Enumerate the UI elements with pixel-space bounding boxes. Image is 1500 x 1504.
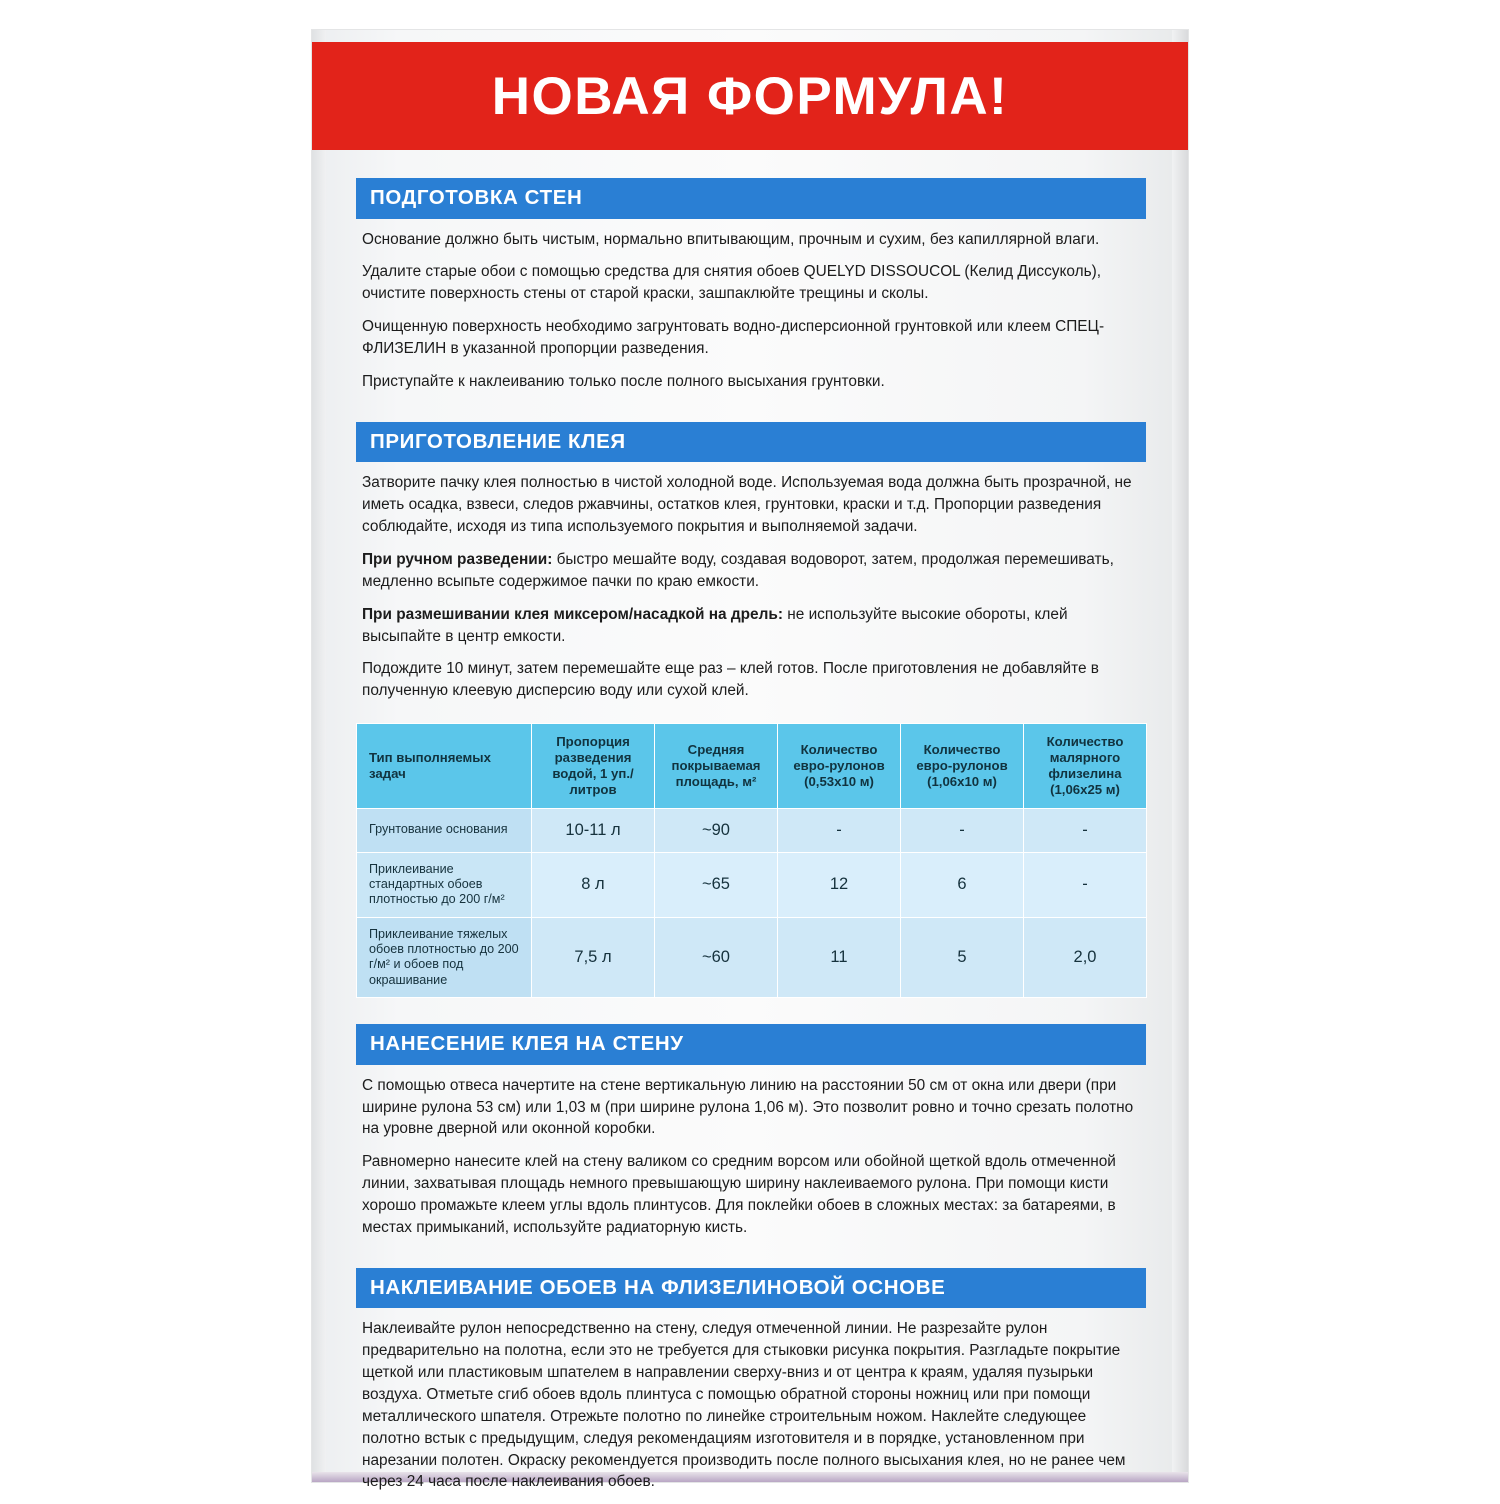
paragraph-application-2: Равномерно нанесите клей на стену валиком со средним ворсом или обойной щеткой вдоль отмеченной линии, захватывая площадь немного превышающую ширину наклеиваемого рулона. При помощи кисти хорошо промажьте клеем углы вдоль плинтусов. Для поклейки обоев в сложных местах: за батареями, в местах примыканий, используйте радиаторную кисть. (362, 1153, 1116, 1236)
paragraph-wall-prep-2: Удалите старые обои с помощью средства для снятия обоев QUELYD DISSOUCOL (Келид Диссуколь), очистите поверхность стены от старой краски, зашпаклюйте трещины и сколы. (362, 263, 1102, 303)
table-cell-dilution: 10-11 л (532, 808, 655, 852)
table-header-row (357, 724, 1147, 808)
table-cell-row-name: Приклеивание стандартных обоев плотностью до 200 г/м² (357, 852, 532, 917)
table-row (357, 808, 1147, 852)
paragraph-application-1: С помощью отвеса начертите на стене вертикальную линию на расстоянии 50 см от окна или двери (при ширине рулона 53 см) или 1,03 м (при ширине рулона 1,06 м). Это позволит ровно и точно срезать полотно на уровне дверной или оконной коробки. (362, 1076, 1134, 1138)
package-panel (312, 30, 1188, 1491)
table-cell-lining: - (1024, 852, 1147, 917)
table-header-rolls-053: Количество евро-рулонов (0,53х10 м) (778, 724, 901, 808)
table-cell-rolls-106: 5 (901, 917, 1024, 997)
table-row (357, 852, 1147, 917)
table-cell-row-name: Грунтование основания (357, 808, 532, 852)
paragraph-glue-prep-4: Подождите 10 минут, затем перемешайте еще раз – клей готов. После приготовления не добавляйте в полученную клеевую дисперсию воду или сухой клей. (362, 660, 1099, 700)
spacer-2 (356, 713, 1146, 719)
consumption-table (356, 723, 1147, 998)
table-cell-rolls-053: 12 (778, 852, 901, 917)
paragraph-wall-prep-3: Очищенную поверхность необходимо загрунтовать водно-дисперсионной грунтовкой или клеем СПЕЦ-ФЛИЗЕЛИН в указанной пропорции разведения. (362, 318, 1105, 358)
spacer-3 (356, 998, 1146, 1024)
package-left-edge (312, 30, 326, 1482)
spacer-4 (356, 1250, 1146, 1268)
paragraph-glue-prep-3: При размешивании клея миксером/насадкой на дрель: не используйте высокие обороты, клей высыпайте в центр емкости. (362, 605, 1068, 645)
table-cell-dilution: 7,5 л (532, 917, 655, 997)
banner-title: НОВАЯ ФОРМУЛА! (491, 66, 1009, 126)
table-row (357, 917, 1147, 997)
paragraph-glue-prep-1: Затворите пачку клея полностью в чистой холодной воде. Используемая вода должна быть прозрачной, не иметь осадка, взвеси, следов ржавчины, остатков клея, грунтовки, краски и т.д. Пропорции разведения соблюдайте, исходя из типа используемого покрытия и выполняемой задачи. (362, 474, 1132, 536)
section-heading-wallpaper-hanging: НАКЛЕИВАНИЕ ОБОЕВ НА ФЛИЗЕЛИНОВОЙ ОСНОВЕ (356, 1268, 1146, 1309)
table-cell-lining: 2,0 (1024, 917, 1147, 997)
table-cell-row-name: Приклеивание тяжелых обоев плотностью до 200 г/м² и обоев под окрашивание (357, 917, 532, 997)
instructions-content (356, 178, 1146, 1504)
section-heading-glue-application: НАНЕСЕНИЕ КЛЕЯ НА СТЕНУ (356, 1024, 1146, 1065)
table-cell-area: ~65 (655, 852, 778, 917)
table-cell-area: ~60 (655, 917, 778, 997)
table-header-dilution: Пропорция разведения водой, 1 уп./литров (532, 724, 655, 808)
spacer-1 (356, 404, 1146, 422)
table-header-task-type: Тип выполняемых задач (357, 724, 532, 808)
paragraph-wall-prep-4: Приступайте к наклеиванию только после полного высыхания грунтовки. (362, 372, 885, 390)
section-heading-glue-preparation: ПРИГОТОВЛЕНИЕ КЛЕЯ (356, 422, 1146, 463)
table-header-rolls-106: Количество евро-рулонов (1,06х10 м) (901, 724, 1024, 808)
table-cell-rolls-106: 6 (901, 852, 1024, 917)
package-right-edge (1172, 30, 1188, 1482)
new-formula-banner (312, 42, 1188, 150)
table-header-lining: Количество малярного флизелина (1,06х25 м) (1024, 724, 1147, 808)
paragraph-wall-prep-1: Основание должно быть чистым, нормально впитывающим, прочным и сухим, без капиллярной влаги. (362, 230, 1100, 248)
paragraph-hanging-1: Наклеивайте рулон непосредственно на стену, следуя отмеченной линии. Не разрезайте рулон предварительно на полотна, если это не требуется для стыковки рисунка покрытия. Разгладьте покрытие щеткой или пластиковым шпателем в направлении сверху-вниз и от центра к краям, удаляя пузырьки воздуха. Отметьте сгиб обоев вдоль плинтуса с помощью обратной стороны ножниц или при помощи металлического шпателя. Отрежьте полотно по линейке строительным ножом. Наклейте следующее полотно встык с предыдущим, следуя рекомендациям изготовителя и в порядке, установленном при нарезании полотен. Окраску рекомендуется производить после полного высыхания клея, но не ранее чем через 24 часа после наклеивания обоев. (362, 1320, 1126, 1491)
table-cell-area: ~90 (655, 808, 778, 852)
table-cell-rolls-106: - (901, 808, 1024, 852)
table-cell-rolls-053: - (778, 808, 901, 852)
paragraph-glue-prep-2: При ручном разведении: быстро мешайте воду, создавая водоворот, затем, продолжая перемешивать, медленно всыпьте содержимое пачки по краю емкости. (362, 550, 1114, 590)
table-cell-lining: - (1024, 808, 1147, 852)
table-cell-dilution: 8 л (532, 852, 655, 917)
table-cell-rolls-053: 11 (778, 917, 901, 997)
table-header-area: Средняя покрываемая площадь, м² (655, 724, 778, 808)
section-heading-wall-preparation: ПОДГОТОВКА СТЕН (356, 178, 1146, 219)
